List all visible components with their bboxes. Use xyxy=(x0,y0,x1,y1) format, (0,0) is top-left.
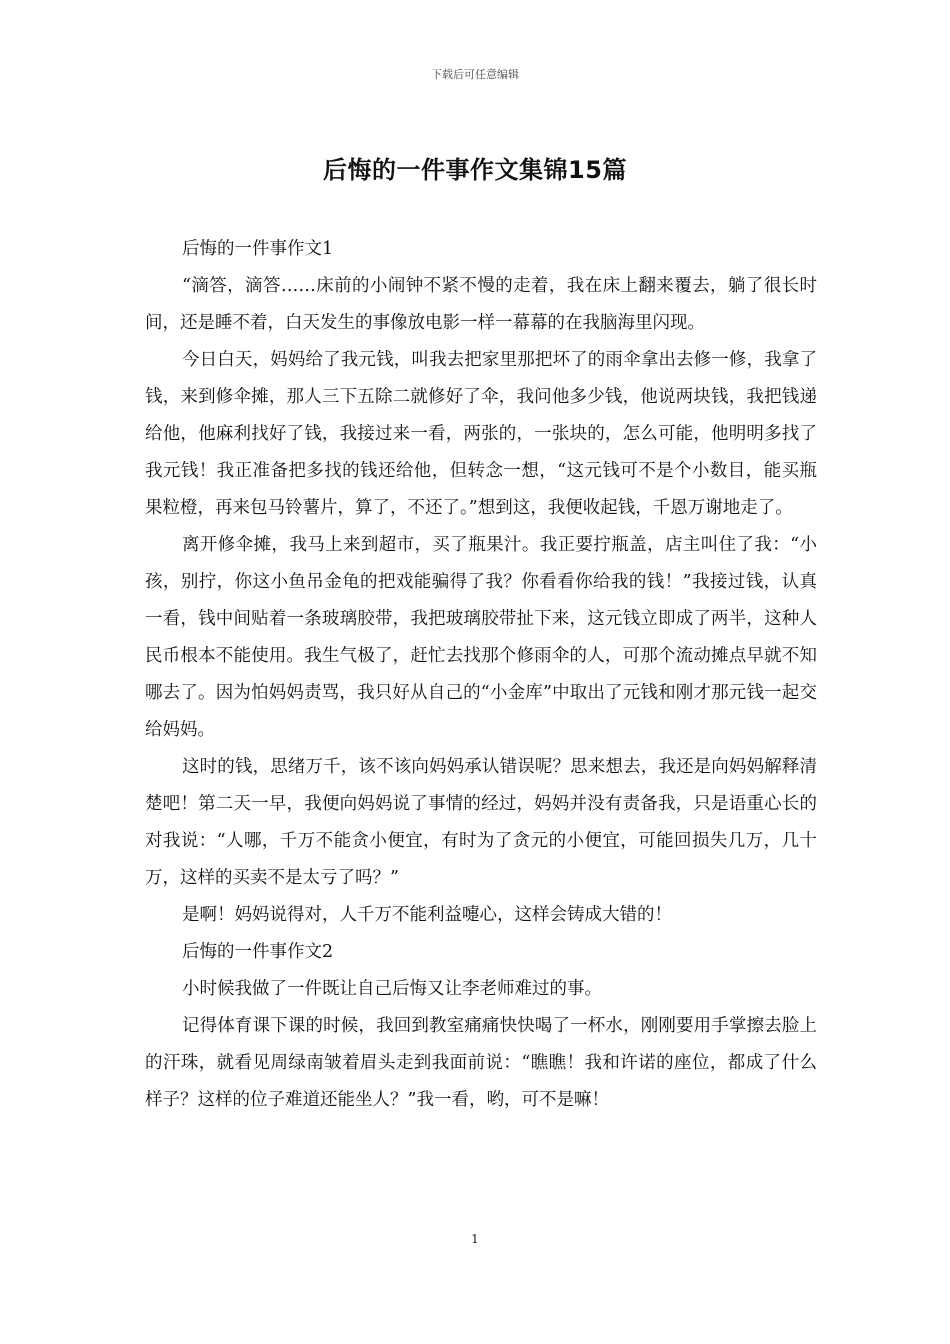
page-number: 1 xyxy=(471,1232,479,1246)
body-paragraph: “滴答，滴答……床前的小闹钟不紧不慢的走着，我在床上翻来覆去，躺了很长时间，还是睡不着，白天发生的事像放电影一样一幕幕的在我脑海里闪现。 xyxy=(145,276,817,333)
body-paragraph: 这时的钱，思绪万千，该不该向妈妈承认错误呢？思来想去，我还是向妈妈解释清楚吧！第二天一早，我便向妈妈说了事情的经过，妈妈并没有责备我，只是语重心长的对我说：“人哪，千万不能贪小便宜，有时为了贪元的小便宜，可能回损失几万，几十万，这样的买卖不是太亏了吗？” xyxy=(145,757,817,888)
document-title: 后悔的一件事作文集锦15篇 xyxy=(323,156,627,184)
body-paragraph: 离开修伞摊，我马上来到超市，买了瓶果汁。我正要拧瓶盖，店主叫住了我：“小孩，别拧，你这小鱼吊金龟的把戏能骗得了我？你看看你给我的钱！”我接过钱，认真一看，钱中间贴着一条玻璃胶带，我把玻璃胶带扯下来，这元钱立即成了两半，这种人民币根本不能使用。我生气极了，赶忙去找那个修雨伞的人，可那个流动摊点早就不知哪去了。因为怕妈妈责骂，我只好从自己的“小金库”中取出了元钱和刚才那元钱一起交给妈妈。 xyxy=(145,535,817,740)
body-paragraph: 小时候我做了一件既让自己后悔又让李老师难过的事。 xyxy=(182,979,602,999)
body-paragraph: 是啊！妈妈说得对，人千万不能利益嚏心，这样会铸成大错的！ xyxy=(182,905,672,925)
header-note: 下载后可任意编辑 xyxy=(431,68,519,81)
body-paragraph: 今日白天，妈妈给了我元钱，叫我去把家里那把坏了的雨伞拿出去修一修，我拿了钱，来到修伞摊，那人三下五除二就修好了伞，我问他多少钱，他说两块钱，我把钱递给他，他麻利找好了钱，我接过来一看，两张的，一张块的，怎么可能，他明明多找了我元钱！我正准备把多找的钱还给他，但转念一想，“这元钱可不是个小数目，能买瓶果粒橙，再来包马铃薯片，算了，不还了。”想到这，我便收起钱，千恩万谢地走了。 xyxy=(145,350,817,518)
essay-2-heading: 后悔的一件事作文2 xyxy=(182,942,334,962)
document-body xyxy=(145,231,817,1119)
body-paragraph: 记得体育课下课的时候，我回到教室痛痛快快喝了一杯水，刚刚要用手掌擦去脸上的汗珠，就看见周绿南皱着眉头走到我面前说：“瞧瞧！我和许诺的座位，都成了什么样子？这样的位子难道还能坐人？”我一看，哟，可不是嘛！ xyxy=(145,1016,817,1110)
essay-1-heading: 后悔的一件事作文1 xyxy=(182,239,334,259)
